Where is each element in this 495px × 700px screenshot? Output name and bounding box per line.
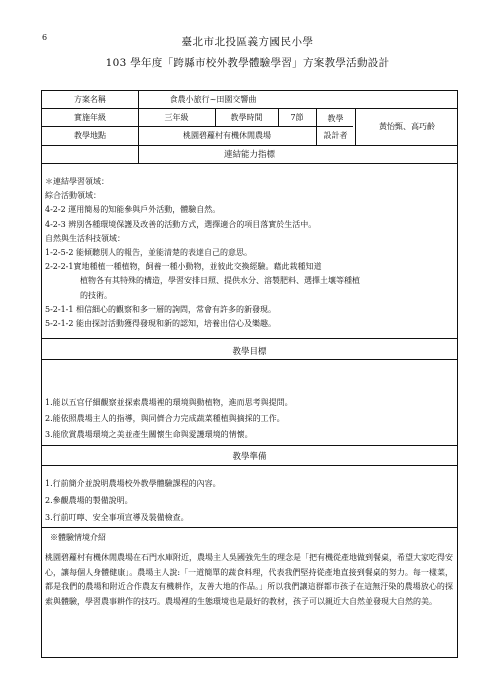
competency-line: 2-2-2-1實地種植一種植物，飼養一種小動物，並彼此交換經驗。藉此栽種知道 xyxy=(45,262,322,272)
objectives-list xyxy=(45,395,453,443)
designer-label-line1: 教學 xyxy=(327,113,344,123)
section-divider xyxy=(42,527,457,528)
plan-name-value: 食農小旅行~田園交響曲 xyxy=(169,95,257,104)
competency-line: ＊連結學習領域： xyxy=(45,177,109,186)
school-title: 臺北市北投區義方國民小學 xyxy=(181,36,314,48)
objective-item: 1.能以五官仔細觀察並探索農場裡的環境與動植物，進而思考與提問。 xyxy=(45,398,293,407)
context-heading: ※體驗情境介紹 xyxy=(50,533,106,542)
row-divider xyxy=(42,145,457,146)
row-divider xyxy=(42,163,457,164)
section-divider xyxy=(42,338,457,339)
lesson-plan-table xyxy=(41,90,458,658)
grade-value: 三年級 xyxy=(164,112,189,122)
time-value: 7節 xyxy=(290,112,304,122)
competency-line: 5-2-1-1 相信細心的觀察和多一層的詢問，常會有許多的新發現。 xyxy=(45,304,277,314)
competency-line: 5-2-1-2 能由探討活動獲得發現和新的認知，培養出信心及樂趣。 xyxy=(45,318,277,328)
competency-line: 的技術。 xyxy=(80,290,112,300)
page-number: 6 xyxy=(42,33,48,42)
objective-item: 2.能依照農場主人的指導，與同儕合力完成蔬菜種植與摘採的工作。 xyxy=(45,414,285,423)
section-divider xyxy=(42,465,457,466)
competency-line: 自然與生活科技領域： xyxy=(45,233,125,243)
context-paragraph: 桃園碧蘿村有機休閒農場在石門水庫附近，農場主人吳國強先生的理念是「把有機從產地做到餐桌，希望大家吃得安心，讓每個人身體健康」。農場主人說:「一道簡單的蔬食料理，代表我們堅持從產地直接到餐桌的努力。每一樣菜，都是我們的農場和附近合作農友有機耕作，友善大地的作品。」所以我們讓這群都市孩子在這無汙染的農場放心的探索與體驗，學習農事耕作的技巧。農場裡的生態環境也是最好的教材，孩子可以親近大自然並發現大自然的美。 xyxy=(45,553,453,606)
section-divider xyxy=(42,445,457,446)
competency-line: 綜合活動領域： xyxy=(45,191,101,201)
plan-title: 103 學年度「跨縣市校外教學體驗學習」方案教學活動設計 xyxy=(105,57,390,69)
objectives-heading: 教學目標 xyxy=(232,347,267,357)
location-label: 教學地點 xyxy=(74,131,106,140)
plan-name-label: 方案名稱 xyxy=(74,95,106,104)
competency-line: 1-2-5-2 能傾聽別人的報告，並能清楚的表達自己的意思。 xyxy=(45,247,253,257)
preparation-heading: 教學準備 xyxy=(232,452,267,462)
grade-label: 實施年級 xyxy=(74,112,106,122)
time-label: 教學時間 xyxy=(230,112,263,122)
section-divider xyxy=(42,359,457,360)
preparation-list xyxy=(45,475,453,526)
preparation-item: 1.行前簡介並說明農場校外教學體驗課程的內容。 xyxy=(45,479,221,488)
competency-line: 植物各有其特殊的構造，學習安排日照、提供水分、溶製肥料、選擇土壤等種植 xyxy=(80,276,360,286)
location-value: 桃園碧蘿村有機休閒農場 xyxy=(183,131,271,140)
designer-label-line2: 設計者 xyxy=(323,130,348,140)
competency-line: 4-2-2 運用簡易的知能參與戶外活動，體驗自然。 xyxy=(45,205,221,215)
preparation-item: 3.行前叮嚀、安全事項宣導及裝備檢查。 xyxy=(45,513,189,522)
competency-list xyxy=(45,175,453,331)
competency-line: 4-2-3 辨別各種環境保護及改善的活動方式，選擇適合的項目落實於生活中。 xyxy=(45,219,317,229)
objective-item: 3.能欣賞農場環境之美並產生關懷生命與愛護環境的情懷。 xyxy=(45,430,253,439)
preparation-item: 2.參觀農場的製備說明。 xyxy=(45,496,133,505)
competency-heading: 連結能力指標 xyxy=(223,150,275,160)
designer-value: 黃怡甄、高巧齡 xyxy=(379,122,435,131)
